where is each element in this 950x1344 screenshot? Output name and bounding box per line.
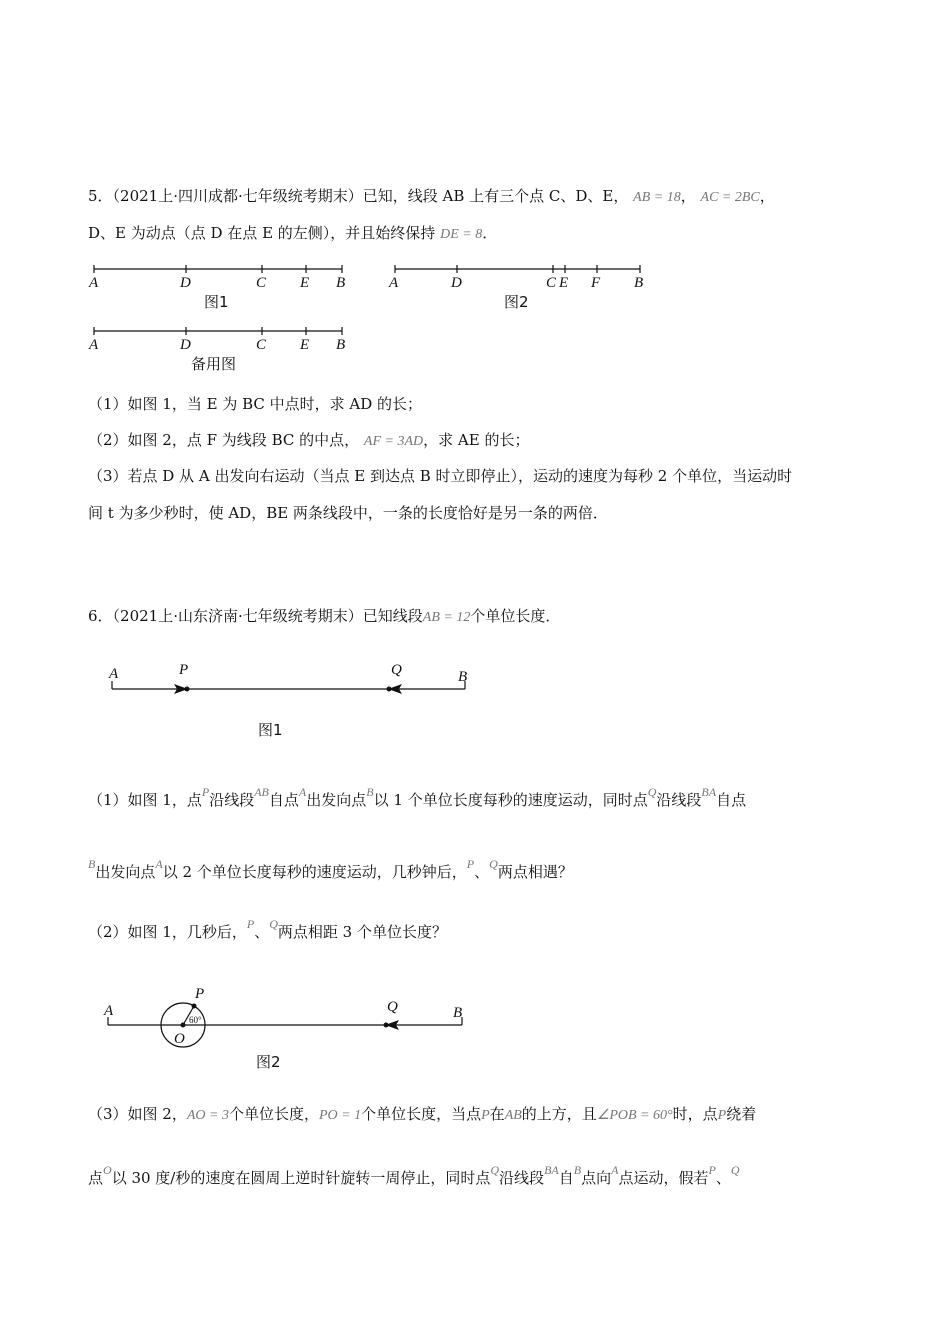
q5-fig2-label-a: A: [389, 275, 399, 291]
q5-fig1-label-a: A: [89, 275, 99, 291]
q5-fig1-label-d: D: [180, 275, 191, 291]
math-p: P: [201, 785, 210, 799]
q5-fig3-label-e: E: [300, 337, 310, 353]
math-de8: DE = 8: [440, 227, 483, 242]
q5-figure-2: [395, 265, 640, 273]
math-p: P: [481, 1108, 490, 1123]
math-p: P: [466, 857, 475, 871]
q6-part3-line1: （3）如图 2，AO = 3个单位长度，PO = 1个单位长度，当点P在AB的上方，且∠POB = 60°时，点P绕着: [88, 1105, 757, 1123]
math-a: A: [298, 785, 307, 799]
q5-figure-1: [94, 265, 342, 273]
math-p: P: [708, 1163, 716, 1177]
math-p: P: [717, 1108, 727, 1123]
math-q: Q: [730, 1163, 740, 1177]
q5-part1: （1）如图 1，当 E 为 BC 中点时，求 AD 的长；: [88, 395, 423, 413]
q6-fig1-label-q: Q: [391, 662, 402, 678]
q6-fig2-label-a: A: [104, 1003, 114, 1019]
math-ba: BA: [701, 785, 717, 799]
q6-fig1-label-a: A: [109, 666, 119, 682]
q6-fig2-label-o: O: [174, 1031, 185, 1047]
q5-fig3-label-c: C: [256, 337, 267, 353]
q5-line2: D、E 为动点（点 D 在点 E 的左侧），并且始终保持 DE = 8．: [88, 224, 498, 242]
math-angle-pob: ∠POB = 60°: [596, 1108, 673, 1123]
q5-fig2-label-e: E: [559, 275, 569, 291]
math-ba: BA: [544, 1163, 559, 1177]
math-q: Q: [489, 857, 498, 871]
math-ab: AB: [504, 1108, 522, 1123]
q5-fig1-label-e: E: [300, 275, 310, 291]
math-af3ad: AF = 3AD: [363, 434, 424, 449]
q5-fig1-caption: 图1: [204, 293, 229, 311]
q5-part2: （2）如图 2，点 F 为线段 BC 的中点， AF = 3AD，求 AE 的长；: [88, 431, 530, 449]
q5-part3-line2: 间 t 为多少秒时，使 AD，BE 两条线段中，一条的长度恰好是另一条的两倍．: [88, 504, 608, 522]
q5-fig3-label-d: D: [180, 337, 191, 353]
q5-fig3-caption: 备用图: [191, 355, 237, 373]
q6-part1-line2: $^B$出发向点$^A$以 2 个单位长度每秒的速度运动，几秒钟后，$^P$、$^Q$两点相遇？: [88, 857, 573, 881]
math-ab18: AB = 18: [633, 190, 681, 205]
math-b: B: [88, 857, 96, 871]
q5-fig1-label-b: B: [336, 275, 346, 291]
q5-figures: [0, 255, 700, 375]
q6-part2: （2）如图 1，几秒后，$^P$、$^Q$两点相距 3 个单位长度？: [88, 917, 447, 941]
q6-figure-2: [0, 975, 500, 1075]
math-b: B: [573, 1163, 582, 1177]
q6-part1-line1: （1）如图 1，点$^P$沿线段$^{AB}$自点$^A$出发向点$^B$以 1 个单位长度每秒的速度运动，同时点$^Q$沿线段$^{BA}$自点: [88, 785, 747, 809]
q5-fig1-label-c: C: [256, 275, 267, 291]
q5-line1: 5．（2021上·四川成都·七年级统考期末）已知，线段 AB 上有三个点 C、D、E， AB = 18， AC = 2BC，: [88, 187, 775, 205]
math-p: P: [246, 917, 255, 931]
q5-fig2-caption: 图2: [504, 293, 529, 311]
q6-fig1-label-p: P: [179, 662, 189, 678]
q6-line1: 6．（2021上·山东济南·七年级统考期末）已知线段AB = 12个单位长度．: [88, 607, 561, 625]
q5-fig2-label-f: F: [591, 275, 601, 291]
q6-part3-line2: 点$^O$以 30 度/秒的速度在圆周上逆时针旋转一周停止，同时点$^Q$沿线段$^{BA}$自$^B$点向$^A$点运动，假若$^P$、$^Q$: [88, 1163, 740, 1187]
q5-part3-line1: （3）若点 D 从 A 出发向右运动（当点 E 到达点 B 时立即停止），运动的速度为每秒 2 个单位，当运动时: [88, 467, 793, 485]
q6-figure-1: [0, 655, 500, 745]
math-ao3: AO = 3: [186, 1108, 229, 1123]
q5-fig2-label-d: D: [451, 275, 462, 291]
q5-fig2-label-b: B: [634, 275, 644, 291]
math-q: Q: [490, 1163, 500, 1177]
math-o: O: [103, 1163, 112, 1177]
q6-fig1-label-b: B: [458, 669, 468, 685]
math-q: Q: [269, 917, 278, 931]
math-ab: AB: [254, 785, 269, 799]
q6-fig2-caption: 图2: [256, 1053, 281, 1071]
q5-figure-backup: [94, 327, 342, 335]
math-po1: PO = 1: [318, 1108, 362, 1123]
math-ab12: AB = 12: [422, 610, 471, 625]
q6-fig2-label-b: B: [453, 1005, 463, 1021]
math-a: A: [611, 1163, 619, 1177]
math-a: A: [155, 857, 163, 871]
q5-fig3-label-b: B: [336, 337, 346, 353]
angle-label: 60°: [189, 1015, 202, 1025]
q6-fig2-label-p: P: [195, 986, 205, 1002]
q5-fig3-label-a: A: [89, 337, 99, 353]
math-b: B: [366, 785, 374, 799]
q6-fig1-caption: 图1: [258, 721, 283, 739]
q5-fig2-label-c: C: [546, 275, 557, 291]
math-q: Q: [647, 785, 657, 799]
math-ac2bc: AC = 2BC: [700, 190, 760, 205]
q6-fig2-label-q: Q: [387, 999, 398, 1015]
